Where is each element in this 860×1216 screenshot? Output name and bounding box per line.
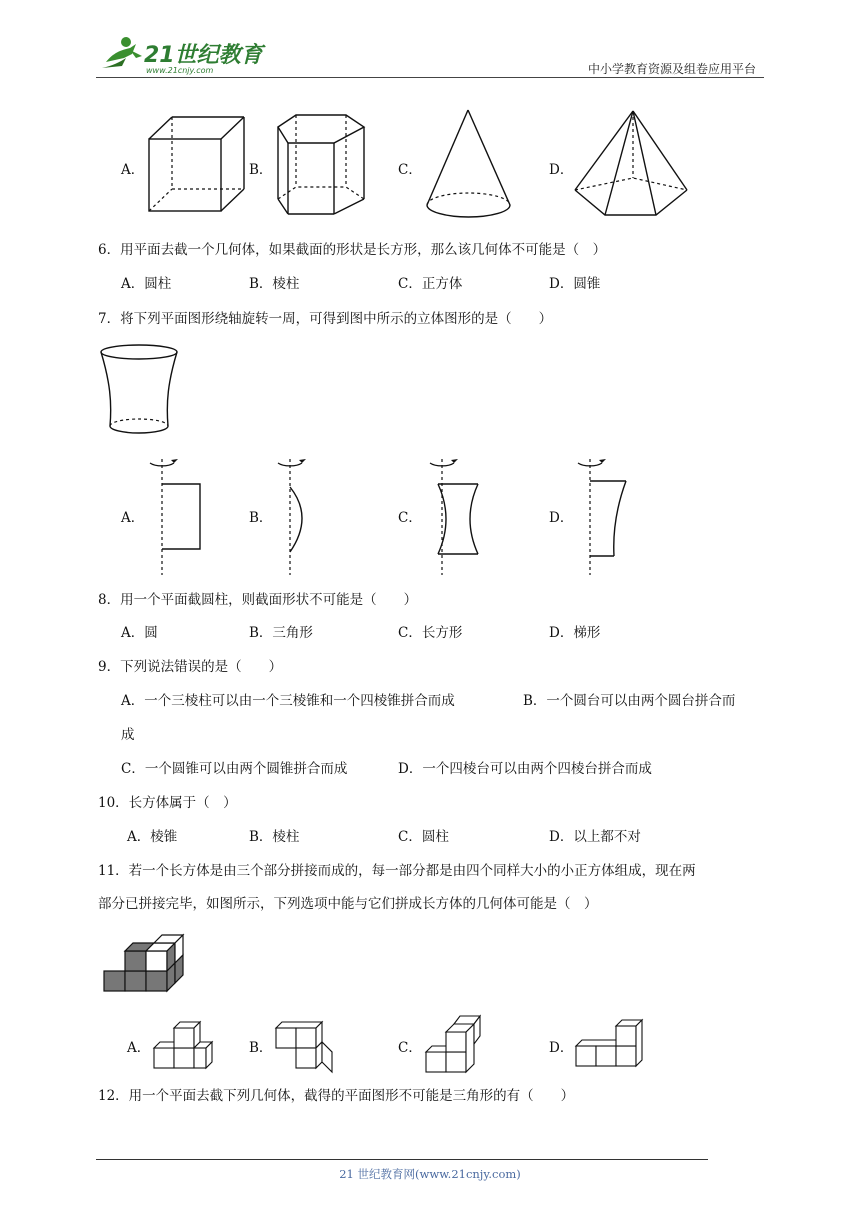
q11-label-c: C．	[398, 1040, 422, 1056]
site-logo	[96, 32, 266, 78]
q7-label-a: A．	[121, 510, 145, 526]
q9-option-a: A．一个三棱柱可以由一个三棱锥和一个四棱锥拼合而成	[121, 693, 455, 709]
q8-option-b: B．三角形	[249, 625, 313, 641]
q7-question: 7．将下列平面图形绕轴旋转一周，可得到图中所示的立体图形的是（ ）	[98, 311, 553, 327]
q6-option-d: D．圆锥	[549, 276, 601, 292]
q10-option-b: B．棱柱	[249, 829, 300, 845]
q11-option-b-figure	[274, 1020, 338, 1072]
q11-option-d-figure	[574, 1018, 654, 1074]
q5-cube-figure	[146, 114, 246, 216]
q11-label-d: D．	[549, 1040, 574, 1056]
logo-url: www.21cnjy.com	[146, 66, 214, 75]
q5-cone-figure	[424, 108, 514, 220]
logo-text: 21世纪教育	[144, 43, 263, 68]
q12-question: 12．用一个平面去截下列几何体，截得的平面图形不可能是三角形的有（ ）	[98, 1088, 575, 1104]
q9-question: 9．下列说法错误的是（ ）	[98, 659, 283, 675]
q5-label-c: C．	[398, 162, 422, 178]
footer-text: 21 世纪教育网(www.21cnjy.com)	[339, 1167, 521, 1181]
q9-option-b: B．一个圆台可以由两个圆台拼合而	[523, 693, 736, 709]
footer-divider	[96, 1159, 708, 1160]
q6-option-c: C．正方体	[398, 276, 463, 292]
q6-option-a: A．圆柱	[121, 276, 172, 292]
q8-option-d: D．梯形	[549, 625, 601, 641]
q10-question: 10．长方体属于（ ）	[98, 795, 237, 811]
q11-label-a: A．	[127, 1040, 151, 1056]
q7-label-c: C．	[398, 510, 422, 526]
q8-question: 8．用一个平面截圆柱，则截面形状不可能是（ ）	[98, 592, 418, 608]
q9-option-d: D．一个四棱台可以由两个四棱台拼合而成	[398, 761, 652, 777]
q9-option-c: C．一个圆锥可以由两个圆锥拼合而成	[121, 761, 348, 777]
q7-option-a-figure	[140, 455, 210, 577]
q8-option-a: A．圆	[121, 625, 158, 641]
q7-option-d-figure	[570, 455, 640, 577]
q11-label-b: B．	[249, 1040, 273, 1056]
q10-option-c: C．圆柱	[398, 829, 449, 845]
q11-option-c-figure	[424, 1014, 488, 1076]
q11-assembled-blocks-figure	[102, 932, 186, 994]
q11-question-line2: 部分已拼接完毕，如图所示，下列选项中能与它们拼成长方体的几何体可能是（ ）	[98, 896, 598, 912]
q6-question: 6．用平面去截一个几何体，如果截面的形状是长方形，那么该几何体不可能是（ ）	[98, 242, 607, 258]
q11-option-a-figure	[152, 1020, 216, 1072]
header-platform-text: 中小学教育资源及组卷应用平台	[587, 62, 756, 76]
q5-hex-prism-figure	[274, 111, 368, 217]
q7-label-b: B．	[249, 510, 273, 526]
q5-label-b: B．	[249, 162, 273, 178]
q11-question-line1: 11．若一个长方体是由三个部分拼接而成的，每一部分都是由四个同样大小的小正方体组成，现在两	[98, 863, 696, 879]
q5-pyramid-figure	[572, 108, 690, 220]
q10-option-a: A．棱锥	[127, 829, 178, 845]
q7-vase-figure	[100, 342, 182, 438]
q7-option-b-figure	[270, 455, 330, 577]
q5-label-a: A．	[121, 162, 145, 178]
q10-option-d: D．以上都不对	[549, 829, 641, 845]
q9-option-b-continued: 成	[121, 727, 135, 743]
q6-option-b: B．棱柱	[249, 276, 300, 292]
q7-label-d: D．	[549, 510, 574, 526]
q7-option-c-figure	[420, 455, 490, 577]
q8-option-c: C．长方形	[398, 625, 463, 641]
header-divider	[96, 77, 764, 78]
q5-label-d: D．	[549, 162, 574, 178]
